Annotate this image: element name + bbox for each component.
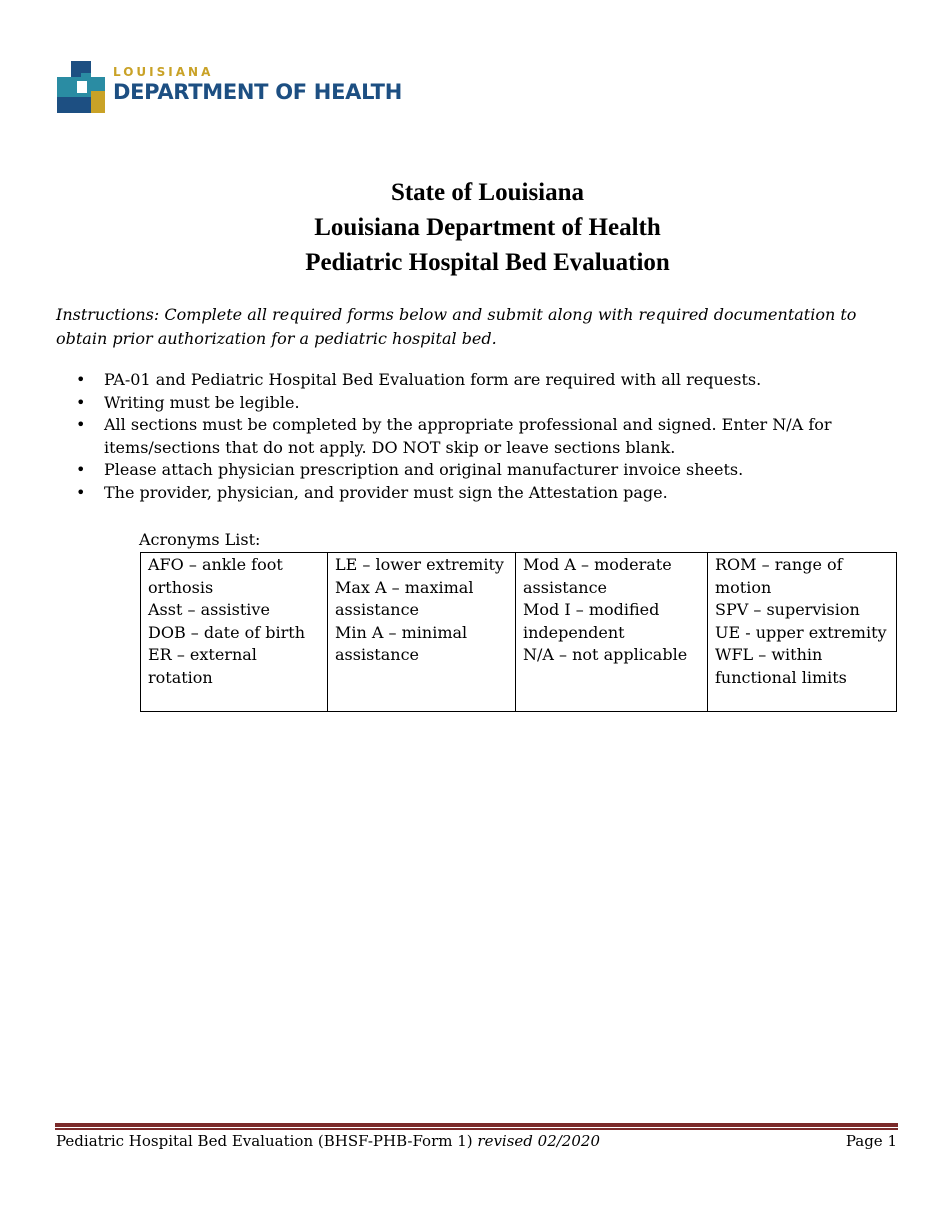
acronyms-column-4 (707, 552, 897, 712)
acronym-entry: Asst – assistive (148, 600, 270, 620)
acronym-entry: WFL – within functional limits (715, 645, 847, 687)
acronym-entry: SPV – supervision (715, 600, 860, 620)
acronym-entry: DOB – date of birth (148, 622, 306, 642)
list-item: • The provider, physician, and provider must sign the Attestation page. (76, 482, 668, 502)
footer-form-info (56, 1132, 600, 1150)
footer-form-name: Pediatric Hospital Bed Evaluation (BHSF-PHB-Form 1) (56, 1132, 473, 1150)
acronym-entry: UE - upper extremity (715, 622, 887, 642)
ldh-logo (57, 61, 417, 113)
acronym-entry: Max A – maximal assistance (335, 577, 474, 620)
title-form: Pediatric Hospital Bed Evaluation (305, 249, 670, 276)
acronym-entry: LE – lower extremity (335, 555, 504, 574)
acronym-entry: ER – external rotation (148, 645, 257, 687)
list-item: • Writing must be legible. (76, 392, 300, 412)
acronym-entry: ROM – range of motion (715, 555, 843, 597)
acronym-entry: Mod I – modified independent (523, 600, 660, 642)
logo-department-text: DEPARTMENT OF HEALTH (113, 80, 402, 104)
acronyms-column-1 (140, 552, 328, 712)
acronym-entry: N/A – not applicable (523, 645, 688, 665)
requirements-list (56, 369, 896, 505)
acronym-entry: Mod A – moderate assistance (523, 555, 672, 597)
ldh-cross-logo-icon (57, 61, 105, 113)
title-state: State of Louisiana (390, 179, 585, 206)
acronyms-label: Acronyms List: (139, 530, 261, 549)
title-department: Louisiana Department of Health (314, 214, 661, 241)
acronyms-table (140, 552, 897, 714)
footer-revised: revised 02/2020 (477, 1132, 600, 1150)
acronym-entry: AFO – ankle foot orthosis (148, 555, 283, 597)
list-item: • Please attach physician prescription and original manufacturer invoice sheets. (76, 460, 744, 480)
acronyms-column-3 (515, 552, 708, 712)
document-titles (0, 175, 950, 280)
list-item: • PA-01 and Pediatric Hospital Bed Evaluation form are required with all requests. (76, 370, 762, 389)
footer-page-number: Page 1 (845, 1132, 897, 1150)
logo-state-text: LOUISIANA (113, 65, 214, 79)
list-item: • All sections must be completed by the appropriate professional and signed. Enter N/A for items/sections that do not apply. DO NOT skip or leave sections blank. (76, 415, 832, 457)
instructions-text: Instructions: Complete all required forms below and submit along with required documentation to obtain prior authorization for a pediatric hospital bed. (56, 305, 857, 348)
footer-divider (55, 1123, 898, 1130)
acronym-entry: Min A – minimal assistance (335, 622, 468, 665)
acronyms-column-2 (327, 552, 516, 712)
